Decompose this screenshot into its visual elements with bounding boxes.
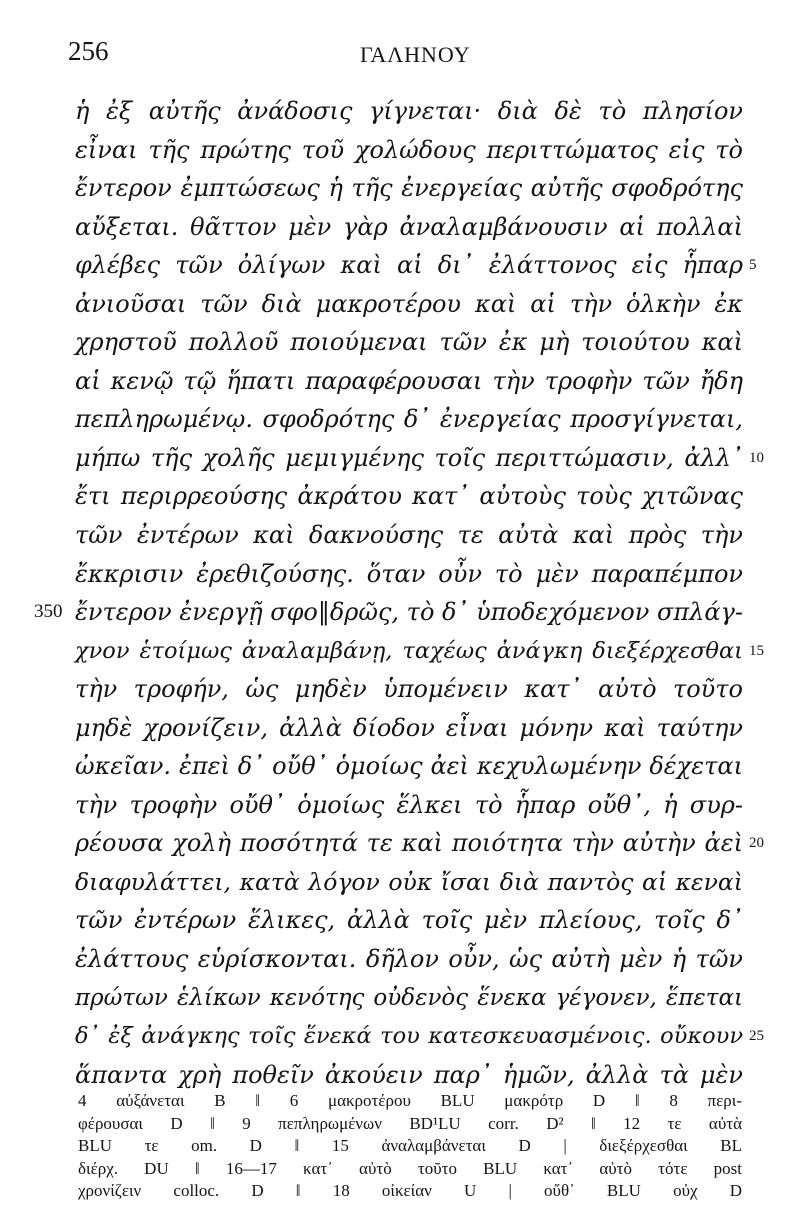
line-number: 5: [749, 257, 757, 274]
text-line: [75, 670, 743, 709]
text-line: [75, 169, 743, 208]
footnote-line: [78, 1113, 742, 1136]
text-line-content: ἡ ἐξ αὐτῆς ἀνάδοσις γίγνεται· διὰ δὲ τὸ πλησίον: [75, 97, 743, 125]
text-line-content: δ᾽ ἐξ ἀνάγκης τοῖς ἕνεκά του κατεσκευασμένοις. οὔκουν: [75, 1023, 743, 1050]
footnote-line: [78, 1090, 742, 1113]
text-line-content: πρώτων ἑλίκων κενότης οὐδενὸς ἕνεκα γέγονεν, ἕπεται: [75, 984, 743, 1011]
text-line-content: εἶναι τῆς πρώτης τοῦ χολώδους περιττώματος εἰς τὸ: [75, 135, 743, 164]
main-text: [34, 92, 764, 1094]
text-line: [75, 92, 743, 131]
critical-apparatus: [78, 1090, 742, 1203]
text-line-content: ἀνιοῦσαι τῶν διὰ μακροτέρου καὶ αἱ τὴν ὁλκὴν ἐκ: [75, 289, 743, 318]
footnote-line: [78, 1135, 742, 1158]
text-line: [75, 555, 743, 594]
text-line: [75, 439, 764, 478]
footnote-text: φέρουσαι D ‖ 9 πεπληρωμένων BD¹LU corr. D² ‖ 12 τε αὐτὰ: [78, 1113, 742, 1133]
text-line: [75, 400, 743, 439]
line-number: 10: [749, 449, 764, 466]
running-head: [68, 30, 744, 70]
text-line-content: αἱ κενῷ τῷ ἥπατι παραφέρουσαι τὴν τροφὴν τῶν ἤδη: [75, 366, 743, 395]
running-title: ΓΑΛΗΝΟΥ: [360, 42, 471, 67]
footnote-text: BLU τε om. D ‖ 15 ἀναλαμβάνεται D | διεξέρχεσθαι BL: [78, 1136, 742, 1155]
text-line: [75, 1017, 764, 1056]
text-line: [34, 593, 744, 632]
footnote-line: [78, 1180, 742, 1203]
text-line-content: ἔντερον ἐνεργῇ σφο‖δρῶς, τὸ δ᾽ ὑποδεχόμενον σπλάγ-: [75, 598, 744, 627]
text-line-content: τὴν τροφὴν οὔθ᾽ ὁμοίως ἕλκει τὸ ἧπαρ οὔθ᾽, ἡ συρ-: [75, 790, 743, 819]
text-line: [75, 786, 743, 825]
text-line: [75, 131, 743, 170]
text-line-content: ἔντερον ἐμπτώσεως ἡ τῆς ἐνεργείας αὐτῆς σφοδρότης: [75, 174, 743, 203]
text-line-content: ρέουσα χολὴ ποσότητά τε καὶ ποιότητα τὴν αὐτὴν ἀεὶ: [75, 829, 743, 858]
text-line-content: ὠκεῖαν. ἐπεὶ δ᾽ οὔθ᾽ ὁμοίως ἀεὶ κεχυλωμένην δέχεται: [75, 752, 743, 781]
text-line-content: ἐλάττους εὑρίσκονται. δῆλον οὖν, ὡς αὐτὴ μὲν ἡ τῶν: [75, 945, 743, 974]
line-number: 15: [749, 642, 764, 659]
footnote-line: [78, 1158, 742, 1181]
text-line: [75, 979, 743, 1018]
text-line: [75, 863, 743, 902]
text-line: [75, 362, 743, 401]
footnote-text: χρονίζειν colloc. D ‖ 18 οἰκείαν U | οὔθ᾽ BLU οὐχ D: [78, 1181, 742, 1200]
text-line-content: τὴν τροφήν, ὡς μηδὲν ὑπομένειν κατ᾽ αὐτὸ τοῦτο: [75, 675, 743, 704]
text-line-content: μηδὲ χρονίζειν, ἀλλὰ δίοδον εἶναι μόνην καὶ ταύτην: [75, 713, 743, 742]
text-line: [75, 208, 743, 247]
text-line: [75, 901, 743, 940]
text-line: [75, 824, 764, 863]
text-line-content: μήπω τῆς χολῆς μεμιγμένης τοῖς περιττώμασιν, ἀλλ᾽: [75, 443, 743, 472]
text-line-content: διαφυλάττει, κατὰ λόγον οὐκ ἴσαι διὰ παντὸς αἱ κεναὶ: [75, 867, 743, 896]
text-line-content: πεπληρωμένῳ. σφοδρότης δ᾽ ἐνεργείας προσγίγνεται,: [75, 405, 743, 434]
line-number: 20: [749, 835, 764, 852]
text-line-content: τῶν ἐντέρων ἕλικες, ἀλλὰ τοῖς μὲν πλείους, τοῖς δ᾽: [75, 906, 743, 935]
text-line: [75, 940, 743, 979]
footnote-text: 4 αὐξάνεται B ‖ 6 μακροτέρου BLU μακρότρ D ‖ 8 περι-: [78, 1091, 742, 1110]
page-number: 256: [68, 36, 109, 66]
text-line: [75, 516, 743, 555]
text-line: [75, 632, 764, 671]
text-line: [75, 477, 743, 516]
line-number: 25: [749, 1028, 764, 1045]
margin-page-reference: 350: [34, 601, 63, 623]
footnote-text: διέρχ. DU ‖ 16—17 κατ᾽ αὐτὸ τοῦτο BLU κατ᾽ αὐτὸ τότε post: [78, 1158, 742, 1178]
text-line: [75, 246, 757, 285]
text-line: [75, 323, 743, 362]
text-line-content: ἔκκρισιν ἐρεθιζούσης. ὅταν οὖν τὸ μὲν παραπέμπον: [75, 559, 743, 588]
text-line-content: φλέβες τῶν ὀλίγων καὶ αἱ δι᾽ ἐλάττονος εἰς ἧπαρ: [75, 251, 743, 280]
text-line: [75, 285, 743, 324]
text-line-content: ἅπαντα χρὴ ποθεῖν ἀκούειν παρ᾽ ἡμῶν, ἀλλὰ τὰ μὲν: [75, 1060, 743, 1089]
text-line: [75, 1056, 743, 1095]
text-line-content: ἔτι περιρρεούσης ἀκράτου κατ᾽ αὐτοὺς τοὺς χιτῶνας: [75, 482, 743, 511]
text-line-content: τῶν ἐντέρων καὶ δακνούσης τε αὐτὰ καὶ πρὸς τὴν: [75, 521, 743, 550]
text-line: [75, 747, 743, 786]
text-line: [75, 709, 743, 748]
text-line-content: αὔξεται. θᾶττον μὲν γὰρ ἀναλαμβάνουσιν αἱ πολλαὶ: [75, 212, 743, 241]
text-line-content: χρηστοῦ πολλοῦ ποιούμεναι τῶν ἐκ μὴ τοιούτου καὶ: [75, 328, 743, 357]
text-line-content: χνον ἑτοίμως ἀναλαμβάνῃ, ταχέως ἀνάγκη διεξέρχεσθαι: [75, 637, 743, 664]
